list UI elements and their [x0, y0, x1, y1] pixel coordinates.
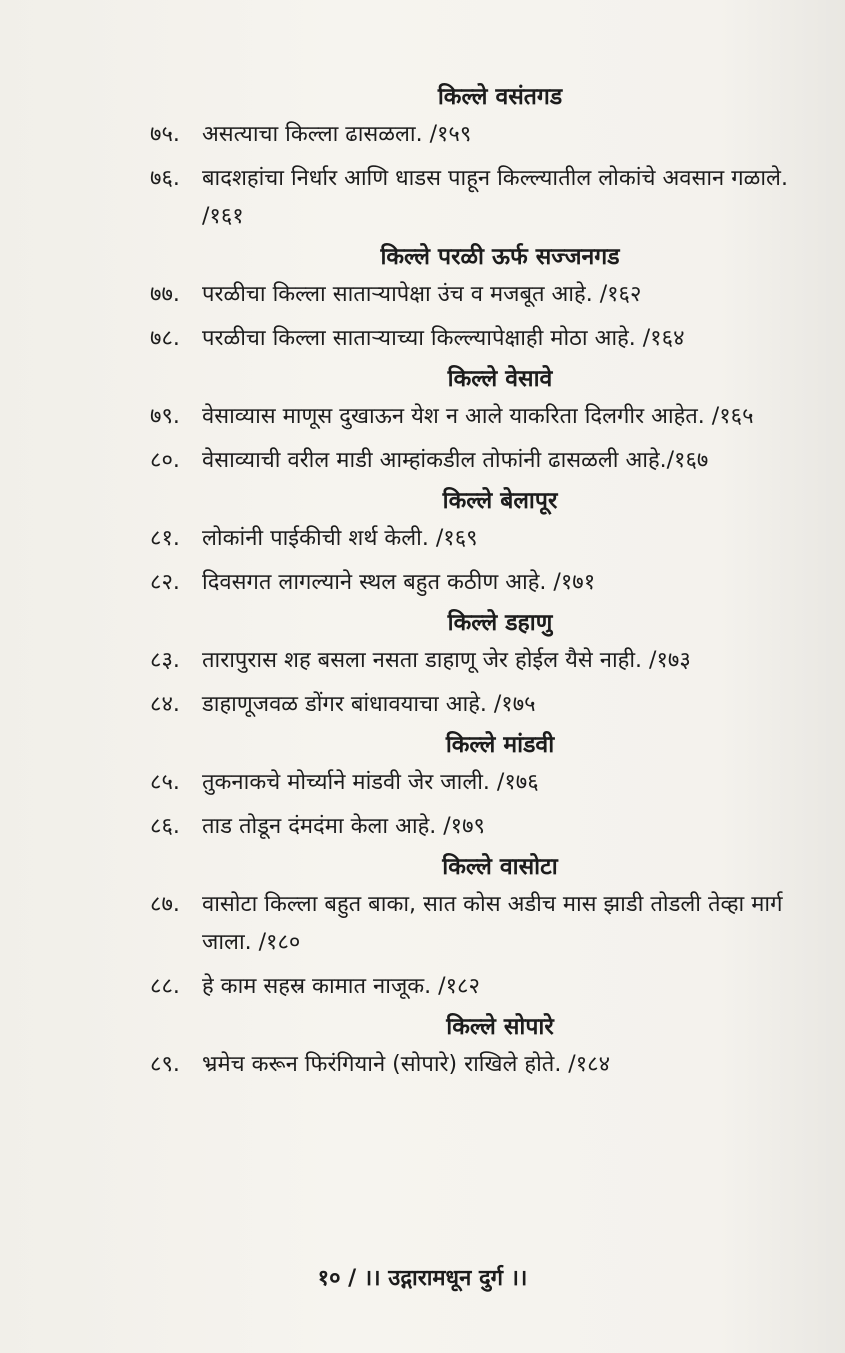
entry-number: ७९. [150, 404, 180, 429]
section-heading: किल्ले डहाणु [447, 610, 553, 636]
entry-number: ८५. [150, 770, 180, 795]
entry-text: बादशहांचा निर्धार आणि धाडस पाहून किल्ल्यातील लोकांचे अवसान गळाले. /१६१ [202, 166, 788, 229]
entry-text: परळीचा किल्ला साताऱ्याच्या किल्ल्यापेक्षाही मोठा आहे. /१६४ [202, 326, 685, 351]
entry-number: ८९. [150, 1052, 180, 1077]
entry-text: हे काम सहस्र कामात नाजूक. /१८२ [202, 974, 480, 999]
entry-text: वासोटा किल्ला बहुत बाका, सात कोस अडीच मास झाडी तोडली तेव्हा मार्ग जाला. /१८० [202, 892, 783, 955]
entry-text: डाहाणूजवळ डोंगर बांधावयाचा आहे. /१७५ [202, 692, 536, 717]
list-item [150, 886, 790, 962]
list-item [150, 808, 790, 846]
list-item [150, 442, 790, 480]
entry-number: ८२. [150, 570, 180, 595]
entry-number: ८८. [150, 974, 180, 999]
section-vasota [150, 852, 790, 1006]
list-item [150, 520, 790, 558]
section-heading: किल्ले वेसावे [447, 366, 553, 392]
list-item [150, 398, 790, 436]
list-item [150, 968, 790, 1006]
list-item [150, 160, 790, 236]
list-item [150, 276, 790, 314]
entry-text: भ्रमेच करून फिरंगियाने (सोपारे) राखिले होते. /१८४ [202, 1052, 611, 1077]
entry-number: ७७. [150, 282, 180, 307]
section-belapur [150, 486, 790, 602]
entry-number: ७६. [150, 166, 180, 191]
section-heading: किल्ले वसंतगड [437, 84, 563, 110]
entry-number: ८१. [150, 526, 180, 551]
section-heading: किल्ले परळी ऊर्फ सज्जनगड [380, 244, 620, 270]
section-heading: किल्ले वासोटा [442, 854, 558, 880]
entry-number: ८६. [150, 814, 180, 839]
entry-number: ८७. [150, 892, 180, 917]
entry-text: तुकनाकचे मोर्च्याने मांडवी जेर जाली. /१७६ [202, 770, 539, 795]
list-item [150, 320, 790, 358]
entry-text: परळीचा किल्ला साताऱ्यापेक्षा उंच व मजबूत आहे. /१६२ [202, 282, 642, 307]
section-sopare [150, 1012, 790, 1084]
entry-number: ८४. [150, 692, 180, 717]
list-item [150, 116, 790, 154]
list-item [150, 642, 790, 680]
section-vasantgad [150, 82, 790, 236]
page-footer: १० / ।। उद्गारामधून दुर्ग ।। [317, 1266, 528, 1291]
section-heading: किल्ले सोपारे [446, 1014, 554, 1040]
entry-text: ताड तोडून दंमदंमा केला आहे. /१७९ [202, 814, 485, 839]
entry-text: वेसाव्यास माणूस दुखाऊन येश न आले याकरिता दिलगीर आहेत. /१६५ [202, 404, 754, 429]
entry-number: ७५. [150, 122, 180, 147]
list-item [150, 564, 790, 602]
list-item [150, 1046, 790, 1084]
entry-text: तारापुरास शह बसला नसता डाहाणू जेर होईल यैसे नाही. /१७३ [202, 648, 691, 673]
section-mandavi [150, 730, 790, 846]
list-item [150, 686, 790, 724]
entry-text: दिवसगत लागल्याने स्थल बहुत कठीण आहे. /१७१ [202, 570, 596, 595]
entry-number: ७८. [150, 326, 180, 351]
section-heading: किल्ले बेलापूर [442, 488, 558, 514]
entry-number: ८०. [150, 448, 180, 473]
entry-text: लोकांनी पाईकीची शर्थ केली. /१६९ [202, 526, 478, 551]
section-heading: किल्ले मांडवी [445, 732, 555, 758]
section-vesave [150, 364, 790, 480]
section-parali [150, 242, 790, 358]
section-dahanu [150, 608, 790, 724]
content-list [150, 78, 790, 1090]
entry-text: वेसाव्याची वरील माडी आम्हांकडील तोफांनी ढासळली आहे./१६७ [202, 448, 709, 473]
entry-number: ८३. [150, 648, 180, 673]
entry-text: असत्याचा किल्ला ढासळला. /१५९ [202, 122, 472, 147]
list-item [150, 764, 790, 802]
